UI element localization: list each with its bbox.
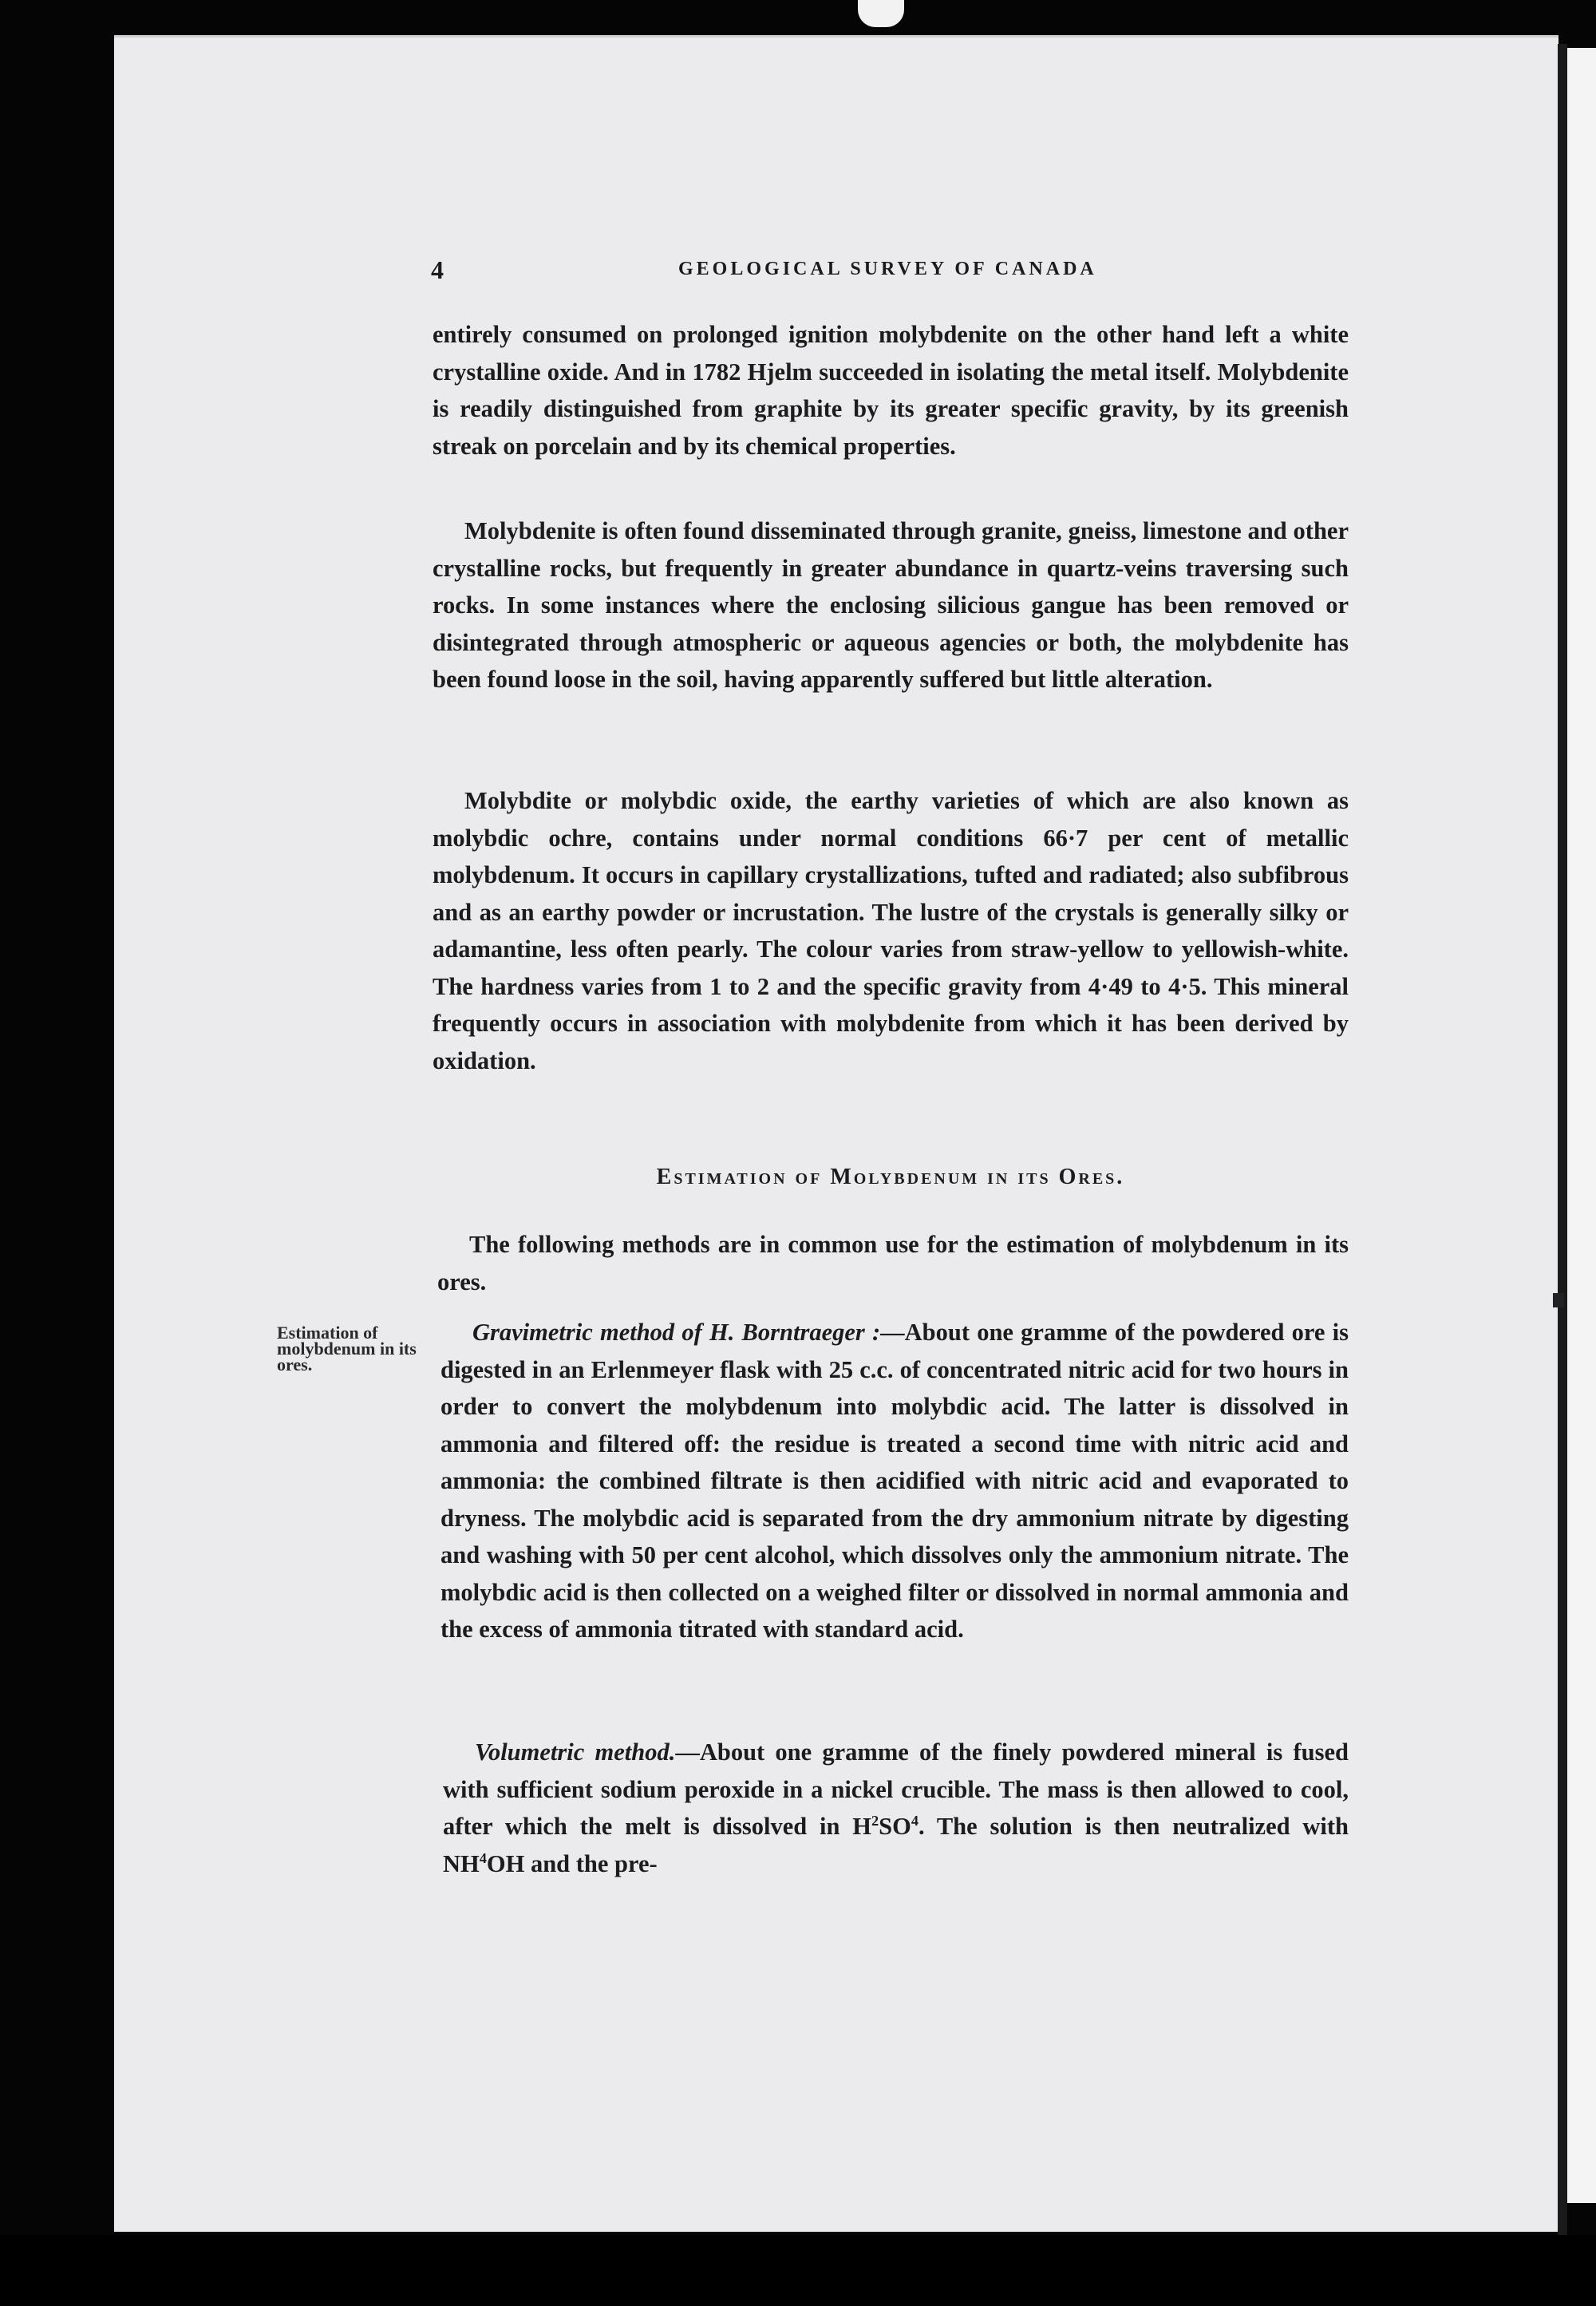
paragraph-6 (443, 1734, 1349, 1882)
paragraph-6-body-a: —About one gramme of the finely powdered mineral is fused with sufficient sodium peroxide in a nickel crucible. The mass is then allowed to cool, after which the melt is dissolved in H (443, 1738, 1349, 1840)
paragraph-2: Molybdenite is often found disseminated through granite, gneiss, limestone and other crystalline rocks, but frequently in greater abundance in quartz-veins traversing such rocks. In some instances where the enclosing silicious gangue has been removed or disintegrated through atmospheric or aqueous agencies or both, the molybdenite has been found loose in the soil, having apparently suffered but little alteration. (433, 517, 1349, 693)
paragraph-1-block (433, 316, 1349, 465)
paragraph-2-block (433, 512, 1349, 698)
paragraph-3: Molybdite or molybdic oxide, the earthy varieties of which are also known as molybdic ochre, contains under normal conditions 66·7 per cent of metallic molybdenum. It occurs in capillary crystallizations, tufted and radiated; also subfibrous and as an earthy powder or incrustation. The lustre of the crystals is generally silky or adamantine, less often pearly. The colour varies from straw-yellow to yellowish-white. The hardness varies from 1 to 2 and the specific gravity from 4·49 to 4·5. This mineral frequently occurs in association with molybdenite from which it has been derived by oxidation. (433, 787, 1349, 1074)
paragraph-6-body-b: SO (879, 1813, 911, 1840)
section-heading: Estimation of Molybdenum in its Ores. (656, 1165, 1125, 1189)
paragraph-6-body-c: . The solution is then neutralized with NH (443, 1813, 1349, 1877)
subscript-4b: 4 (479, 1849, 487, 1866)
paragraph-6-block (443, 1734, 1349, 1882)
paragraph-5-block (440, 1314, 1349, 1648)
edge-mark (1553, 1293, 1564, 1307)
margin-note: Estimation of molybdenum in its ores. (277, 1323, 417, 1375)
running-title: GEOLOGICAL SURVEY OF CANADA (678, 259, 1097, 279)
method-title-volumetric: Volumetric method. (475, 1738, 676, 1766)
scan-top-mark (858, 0, 904, 27)
page-number: 4 (431, 255, 444, 284)
paragraph-6-body-d: OH and the pre- (486, 1849, 658, 1877)
subscript-4: 4 (911, 1812, 918, 1829)
scan-bottom-border (0, 2235, 1596, 2306)
page-edge-shadow (1558, 44, 1567, 2235)
paragraph-5 (440, 1314, 1349, 1648)
paragraph-5-body: —About one gramme of the powdered ore is digested in an Erlenmeyer flask with 25 c.c. of concentrated nitric acid for two hours in order to convert the molybdenum into molybdic acid. The latter is dissolved in ammonia and filtered off: the residue is treated a second time with nitric acid and ammonia: the combined filtrate is then acidified with nitric acid and evaporated to dryness. The molybdic acid is separated from the dry ammonium nitrate by digesting and washing with 50 per cent alcohol, which dissolves only the ammonium nitrate. The molybdic acid is then collected on a weighed filter or dissolved in normal ammonia and the excess of ammonia titrated with standard acid. (440, 1319, 1349, 1643)
subscript-2: 2 (871, 1812, 879, 1829)
adjacent-page-edge (1567, 48, 1596, 2203)
paragraph-4-block (437, 1226, 1349, 1300)
method-title-gravimetric: Gravimetric method of H. Borntraeger : (472, 1319, 881, 1346)
running-header (431, 255, 1101, 287)
paragraph-4: The following methods are in common use for the estimation of molybdenum in its ores. (437, 1231, 1349, 1295)
paragraph-1: entirely consumed on prolonged ignition molybdenite on the other hand left a white crystalline oxide. And in 1782 Hjelm succeeded in isolating the metal itself. Molybdenite is readily distinguished from graphite by its greater specific gravity, by its greenish streak on porcelain and by its chemical properties. (433, 321, 1349, 460)
paragraph-3-block (433, 782, 1349, 1079)
